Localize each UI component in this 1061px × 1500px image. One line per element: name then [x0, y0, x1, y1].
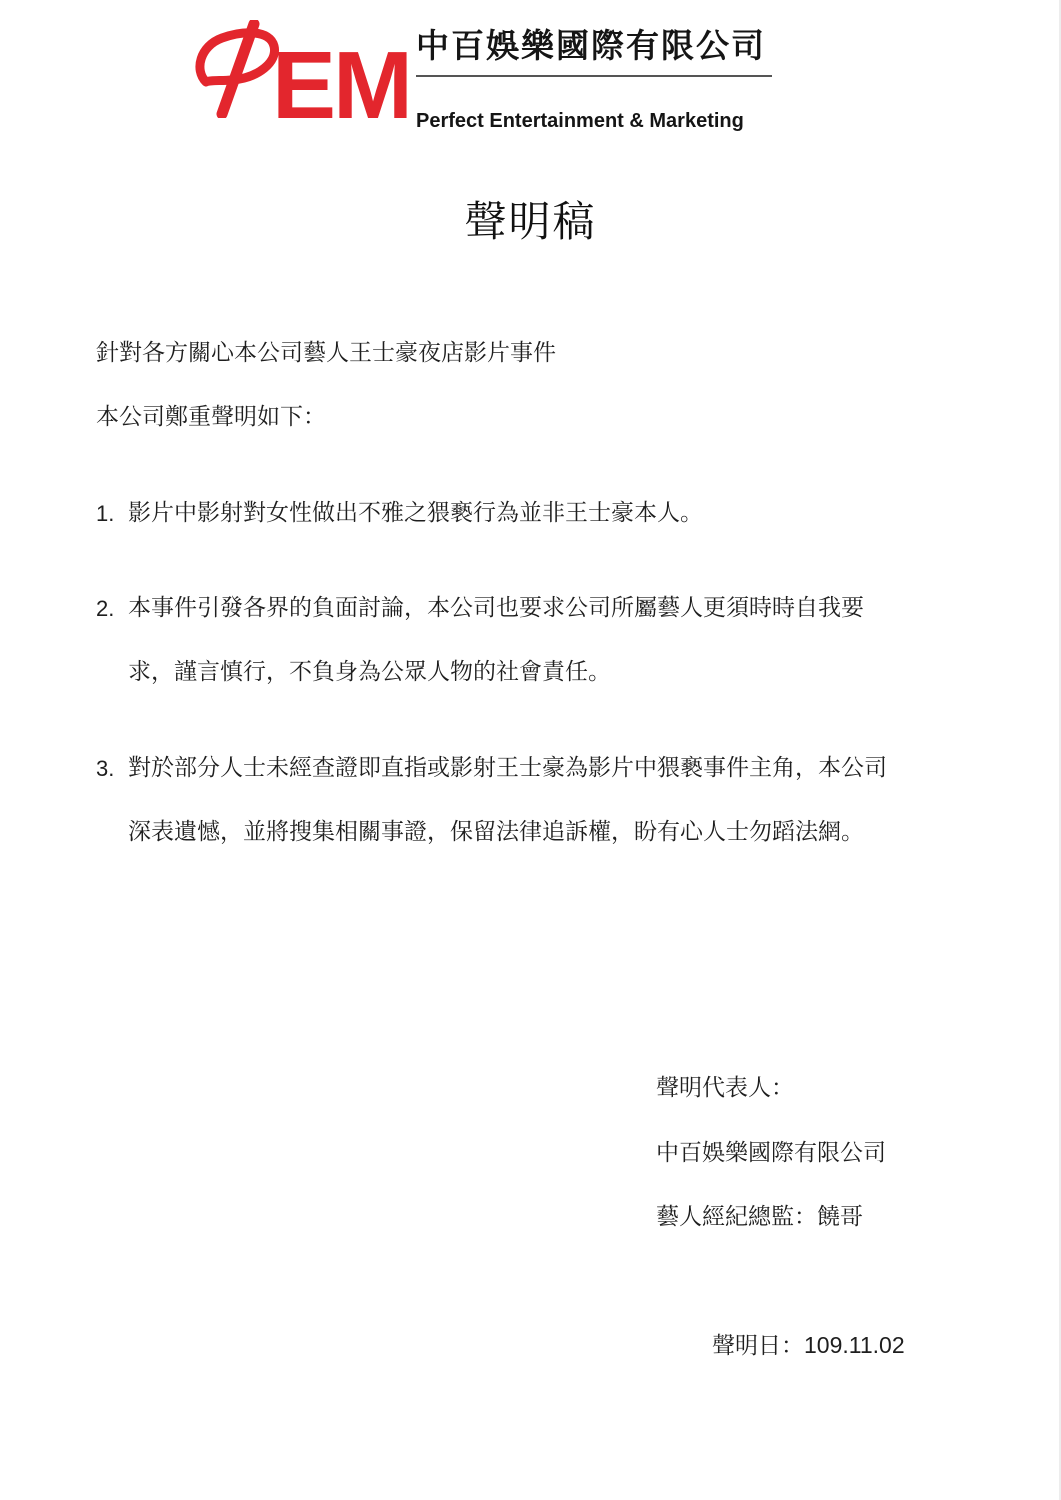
item-3-number: 3. — [96, 756, 115, 781]
document-title: 聲明稿 — [464, 197, 597, 246]
item-3-line-1: 對於部分人士未經查證即直指或影射王士豪為影片中猥褻事件主角，本公司 — [128, 755, 887, 781]
logo-letters: EM — [272, 32, 410, 139]
intro-line-2: 本公司鄭重聲明如下： — [96, 404, 326, 430]
item-2-line-1: 本事件引發各界的負面討論，本公司也要求公司所屬藝人更須時時自我要 — [128, 595, 864, 621]
signature-label: 聲明代表人： — [656, 1075, 794, 1101]
company-name-chinese: 中百娛樂國際有限公司 — [416, 26, 766, 65]
statement-date — [712, 1328, 905, 1363]
intro-line-1: 針對各方關心本公司藝人王士豪夜店影片事件 — [96, 340, 556, 366]
item-1-number: 1. — [96, 501, 115, 526]
letterhead-divider — [416, 75, 772, 77]
signature-company: 中百娛樂國際有限公司 — [656, 1140, 886, 1166]
item-2-number: 2. — [96, 596, 115, 621]
date-label: 聲明日： — [712, 1333, 804, 1359]
item-3-line-2: 深表遺憾，並將搜集相關事證，保留法律追訴權，盼有心人士勿蹈法網。 — [128, 819, 864, 845]
letterhead — [192, 20, 782, 139]
date-value: 109.11.02 — [804, 1332, 905, 1358]
item-2-line-2: 求，謹言慎行，不負身為公眾人物的社會責任。 — [128, 659, 611, 685]
signature-person: 藝人經紀總監：饒哥 — [656, 1204, 863, 1230]
company-name-english: Perfect Entertainment & Marketing — [416, 110, 744, 132]
item-1-line-1: 影片中影射對女性做出不雅之猥褻行為並非王士豪本人。 — [128, 500, 703, 526]
